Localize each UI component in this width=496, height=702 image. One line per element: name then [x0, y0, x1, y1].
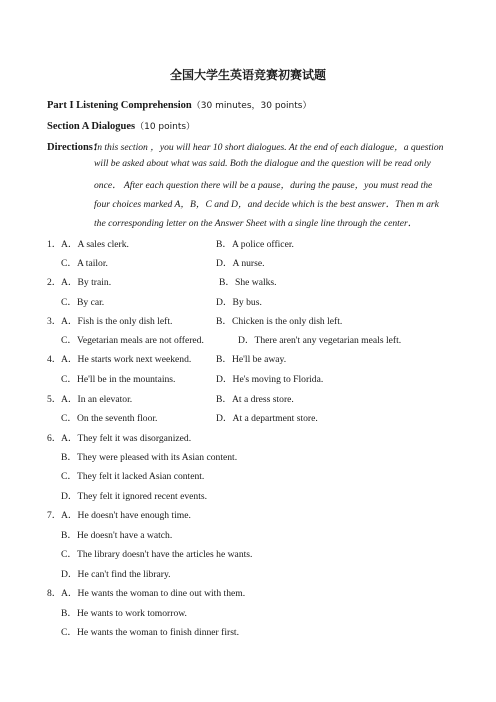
directions-line: In this section ，you will hear 10 short dialogues. At the end of each dialogue，a question [94, 142, 444, 153]
option: C．The library doesn't have the articles he wants. [61, 549, 253, 560]
directions-line: will be asked about what was said. Both the dialogue and the question will be read only [94, 158, 431, 169]
option: C．He wants the woman to finish dinner first. [61, 627, 239, 638]
option: C．Vegetarian meals are not offered. [61, 335, 204, 346]
option: B．They were pleased with its Asian content. [61, 452, 238, 463]
question-row [0, 527, 496, 540]
page-title: 全国大学生英语竞赛初赛试题 [169, 68, 326, 82]
option: C．He'll be in the mountains. [61, 374, 176, 385]
question-row [0, 236, 496, 249]
question-row [0, 449, 496, 462]
question-number: 2． [47, 277, 62, 288]
option: B．Chicken is the only dish left. [216, 316, 343, 327]
part-label: Part I Listening Comprehension [47, 100, 192, 111]
question-number: 3． [47, 316, 62, 327]
question-row [0, 507, 496, 520]
part-note: （30 minutes，30 points） [191, 101, 312, 111]
option: B．She walks. [219, 277, 277, 288]
option: B．A police officer. [216, 239, 294, 250]
option: B．He'll be away. [216, 354, 287, 365]
option: A．They felt it was disorganized. [61, 433, 192, 444]
question-number: 7． [47, 510, 62, 521]
directions-line: the corresponding letter on the Answer Sheet with a single line through the center． [94, 218, 418, 229]
option: A．By train. [61, 277, 112, 288]
question-row [0, 294, 496, 307]
question-row [0, 546, 496, 559]
question-row [0, 371, 496, 384]
option: A．He starts work next weekend. [61, 354, 192, 365]
section-heading [47, 119, 195, 132]
section-note: （10 points） [135, 122, 196, 132]
option: D．They felt it ignored recent events. [61, 491, 207, 502]
option: C．On the seventh floor. [61, 413, 158, 424]
option: A．In an elevator. [61, 394, 133, 405]
option: B．He doesn't have a watch. [61, 530, 173, 541]
question-row [0, 488, 496, 501]
option: D．There aren't any vegetarian meals left. [238, 335, 402, 346]
option: C．By car. [61, 297, 105, 308]
directions-line: four choices marked A，B，C and D，and decide which is the best answer．Then m ark [94, 199, 439, 210]
option: D．By bus. [216, 297, 262, 308]
option: A．A sales clerk. [61, 239, 129, 250]
question-row [0, 624, 496, 637]
part-heading [47, 98, 311, 111]
option: C．A tailor. [61, 258, 108, 269]
question-row [0, 410, 496, 423]
option: D．A nurse. [216, 258, 265, 269]
question-row [0, 391, 496, 404]
section-label: Section A Dialogues [47, 121, 136, 132]
question-row [0, 585, 496, 598]
directions-label: Directions： [47, 142, 104, 153]
question-number: 1． [47, 239, 62, 250]
option: B．At a dress store. [216, 394, 294, 405]
question-row [0, 332, 496, 345]
question-number: 5． [47, 394, 62, 405]
option: A．Fish is the only dish left. [61, 316, 173, 327]
question-row [0, 468, 496, 481]
question-row [0, 255, 496, 268]
directions-line: once． After each question there will be a pause，during the pause，you must read the [94, 180, 433, 191]
question-number: 6． [47, 433, 62, 444]
option: A．He doesn't have enough time. [61, 510, 191, 521]
question-number: 8． [47, 588, 62, 599]
question-row [0, 313, 496, 326]
option: D．He can't find the library. [61, 569, 171, 580]
option: D．At a department store. [216, 413, 318, 424]
question-row [0, 274, 496, 287]
option: D．He's moving to Florida. [216, 374, 324, 385]
option: B．He wants to work tomorrow. [61, 608, 187, 619]
question-row [0, 430, 496, 443]
question-number: 4． [47, 354, 62, 365]
question-row [0, 351, 496, 364]
option: C．They felt it lacked Asian content. [61, 471, 205, 482]
option: A．He wants the woman to dine out with them. [61, 588, 246, 599]
question-row [0, 605, 496, 618]
question-row [0, 566, 496, 579]
